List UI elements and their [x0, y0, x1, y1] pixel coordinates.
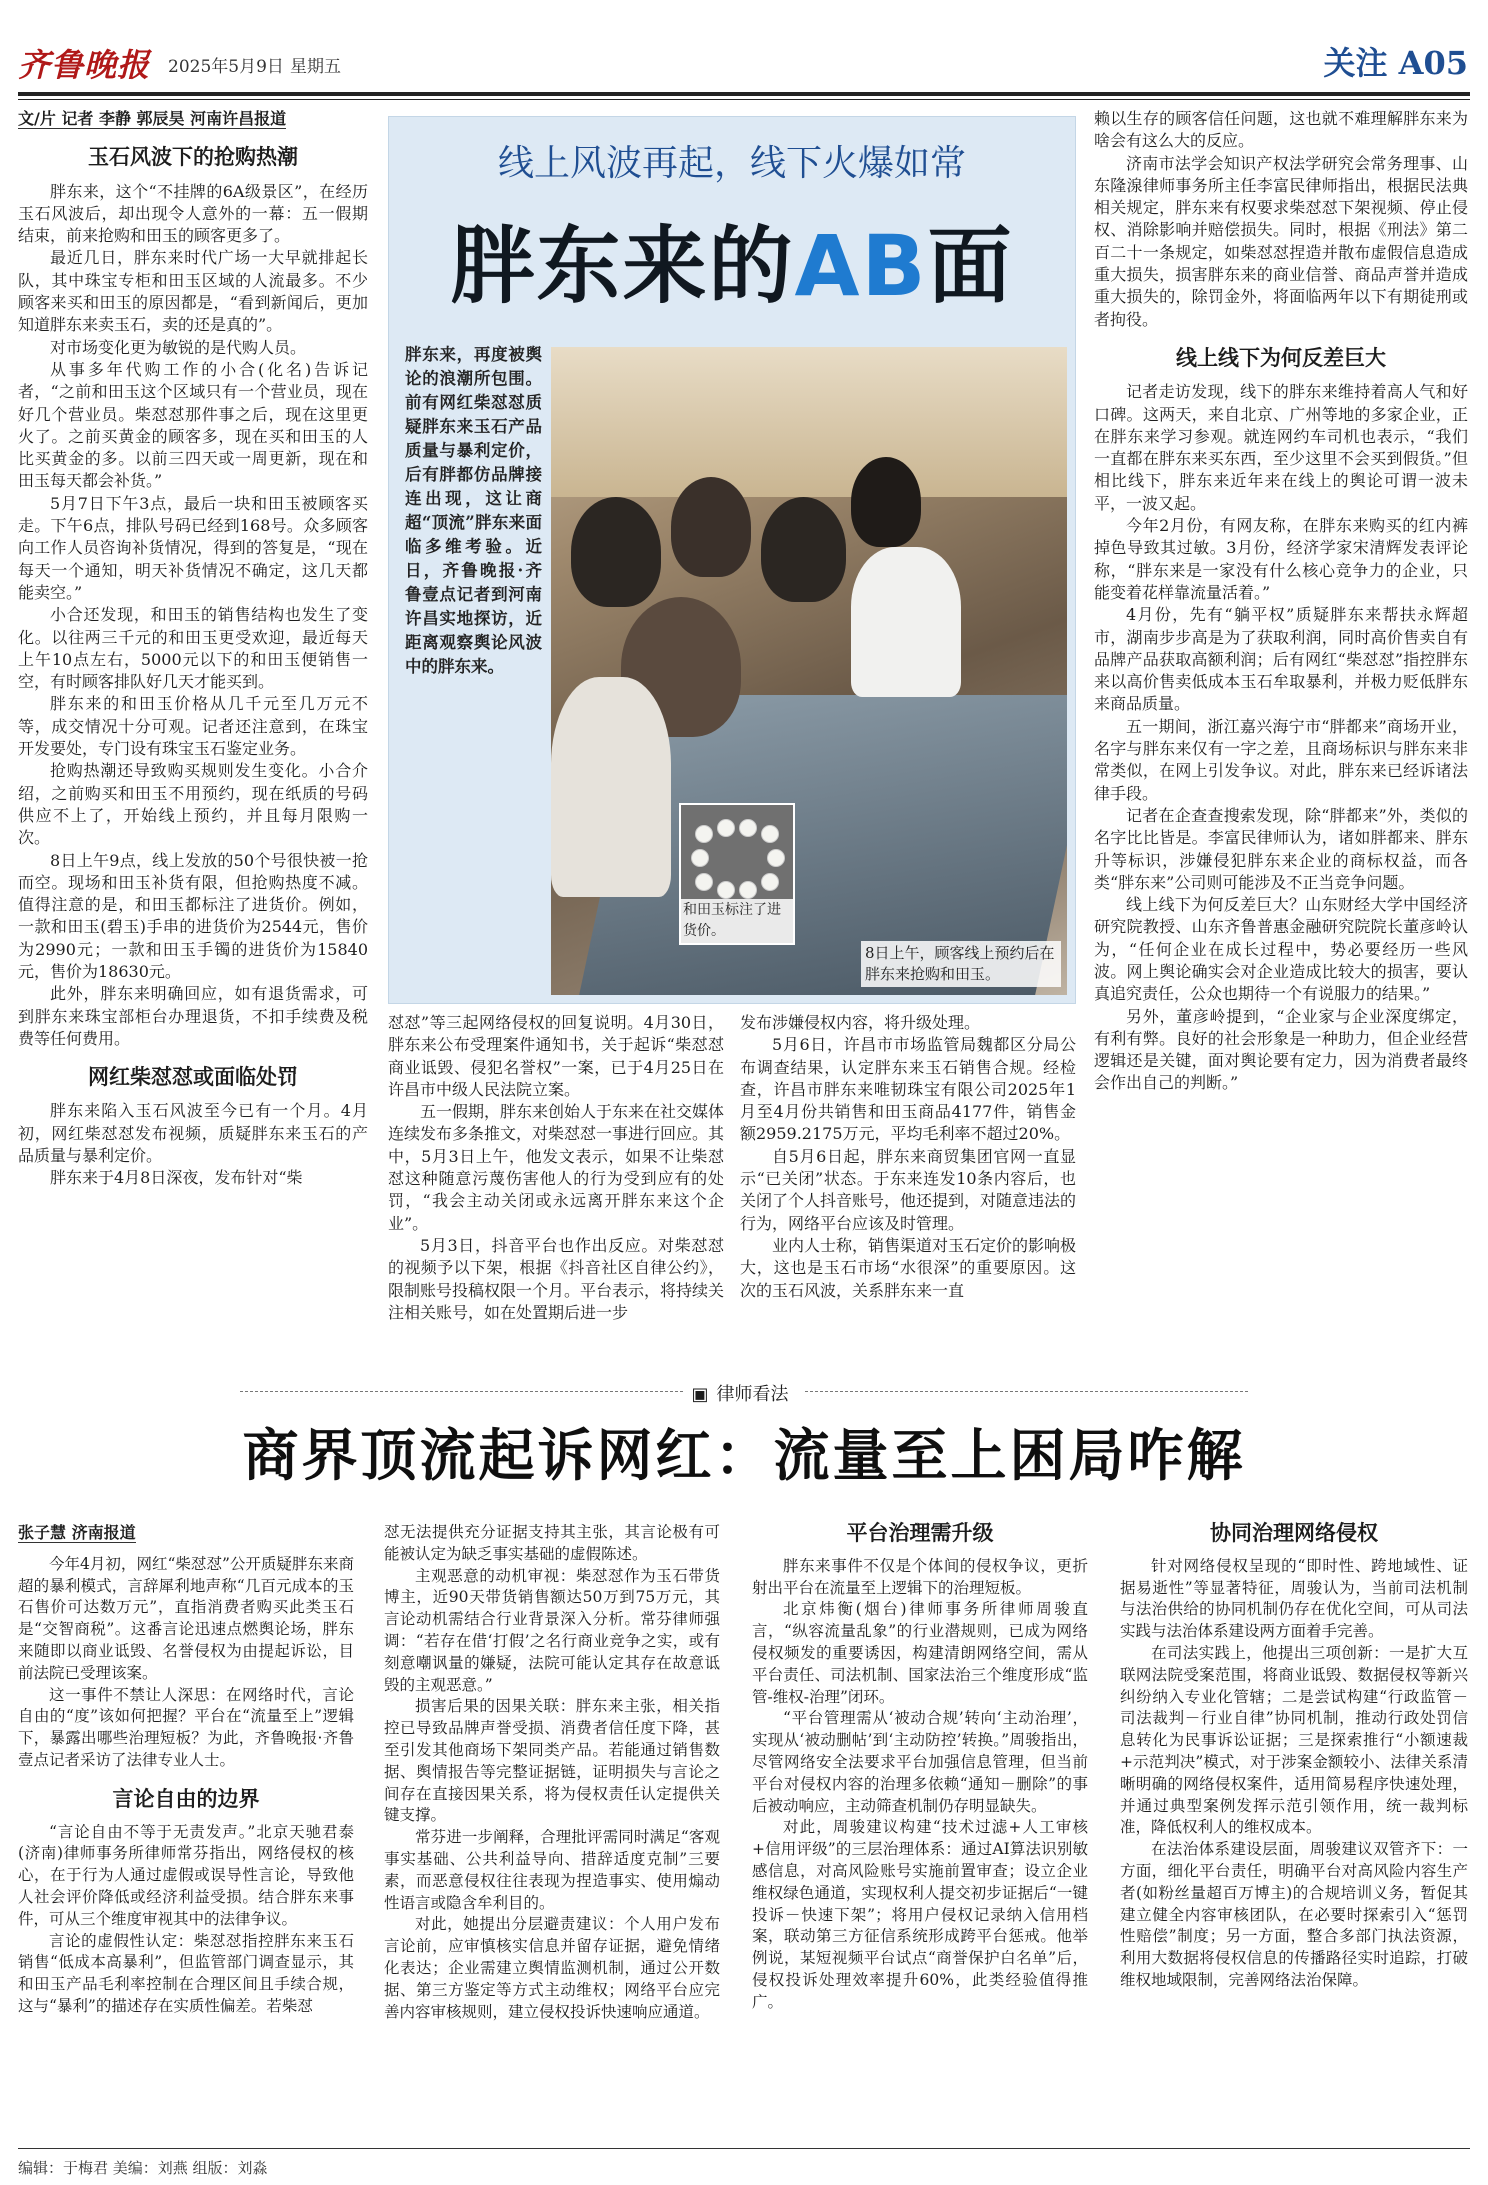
footer-credits: 编辑：于梅君 美编：刘燕 组版：刘淼: [18, 2159, 268, 2177]
paragraph: 言论的虚假性认定：柴怼怼指控胖东来玉石销售“低成本高暴利”，但监管部门调查显示，其和田玉产品毛利率控制在合理区间且手续合规，这与“暴利”的描述存在实质性偏差。若柴怼: [18, 1931, 354, 2015]
paragraph: 胖东来陷入玉石风波至今已有一个月。4月初，网红柴怼怼发布视频，质疑胖东来玉石的产品质量与暴利定价。: [18, 1101, 368, 1166]
paragraph: 8日上午9点，线上发放的50个号很快被一抢而空。现场和田玉补货有限，但抢购热度不减。值得注意的是，和田玉都标注了进货价。例如，一款和田玉(碧玉)手串的进货价为2544元，售价为2990元；一款和田玉手镯的进货价为15840元，售价为18630元。: [18, 850, 368, 981]
paragraph: 今年4月初，网红“柴怼怼”公开质疑胖东来商超的暴利模式，言辞犀利地声称“几百元成本的玉石售价可达数万元”，直指消费者购买此类玉石是“交智商税”。这番言论迅速点燃舆论场，胖东来随即以商业诋毁、名誉侵权为由提起诉讼，目前法院已受理该案。: [18, 1554, 354, 1682]
lower-byline: 张子慧 济南报道: [18, 1523, 136, 1542]
hero-title: 胖东来的AB面: [450, 216, 1014, 315]
paragraph: 在司法实践上，他提出三项创新：一是扩大互联网法院受案范围，将商业诋毁、数据侵权等新兴纠纷纳入专业化管辖；二是尝试构建“行政监管－司法裁判－行业自律”协同机制，推动行政处罚信息转化为民事诉讼证据；三是探索推行“小额速裁+示范判决”模式，对于涉案金额较小、法律关系清晰明确的网络侵权案件，适用简易程序快速处理，并通过典型案例发挥示范引领作用，统一裁判标准，降低权利人的维权成本。: [1120, 1643, 1468, 1837]
footer-rule: [18, 2148, 1470, 2149]
hero-lead-text: 胖东来，再度被舆论的浪潮所包围。前有网红柴怼怼质疑胖东来玉石产品质量与暴利定价，后有胖都仿品牌接连出现，这让商超“顶流”胖东来面临多维考验。近日，齐鲁晚报·齐鲁壹点记者到河南许昌实地探访，近距离观察舆论风波中的胖东来。: [405, 345, 542, 676]
top-byline: 文/片 记者 李静 郭辰昊 河南许昌报道: [18, 109, 287, 128]
lower-subhead-2: 平台治理需升级: [846, 1520, 994, 1545]
hero-subtitle: 线上风波再起，线下火爆如常: [497, 143, 966, 184]
paragraph: 针对网络侵权呈现的“即时性、跨地域性、证据易逝性”等显著特征，周骏认为，当前司法机制与法治供给的协同机制仍存在优化空间，可从司法实践与法治体系建设两方面着手完善。: [1120, 1556, 1468, 1641]
paragraph: 胖东来事件不仅是个体间的侵权争议，更折射出平台在流量至上逻辑下的治理短板。: [752, 1556, 1088, 1597]
column-4: [1094, 108, 1468, 1095]
lower-subhead-3: 协同治理网络侵权: [1210, 1520, 1378, 1545]
lower-headline: 商界顶流起诉网红：流量至上困局咋解: [242, 1423, 1246, 1489]
inset-caption: 和田玉标注了进货价。: [681, 899, 793, 943]
paragraph: 这一事件不禁让人深思：在网络时代，言论自由的“度”该如何把握？平台在“流量至上”逻辑下，暴露出哪些治理短板？为此，齐鲁晚报·齐鲁壹点记者采访了法律专业人士。: [18, 1685, 354, 1769]
paragraph: 对市场变化更为敏锐的是代购人员。: [50, 337, 307, 357]
header-rule: [18, 92, 1470, 96]
paragraph: 线上线下为何反差巨大？山东财经大学中国经济研究院教授、山东齐鲁普惠金融研究院院长董彦岭认为，“任何企业在成长过程中，势必要经历一些风波。网上舆论确实会对企业造成比较大的损害，要认真追究责任，公众也期待一个有说服力的结果。”: [1094, 895, 1468, 1004]
lower-column-3: [752, 1522, 1088, 2014]
news-photo: [551, 347, 1067, 995]
paragraph: 另外，董彦岭提到，“企业家与企业深度绑定，有利有弊。良好的社会形象是一种助力，但企业经营逻辑还是关键，面对舆论要有定力，因为消费者最终会作出自己的判断。”: [1094, 1006, 1468, 1093]
paragraph: 记者在企查查搜索发现，除“胖都来”外，类似的名字比比皆是。李富民律师认为，诸如胖都来、胖东升等标识，涉嫌侵犯胖东来企业的商标权益，而各类“胖东来”公司则可能涉及不正当竞争问题。: [1094, 805, 1468, 892]
paragraph: 发布涉嫌侵权内容，将升级处理。: [740, 1013, 981, 1032]
lower-column-1: [18, 1522, 354, 2018]
column-1: [18, 108, 368, 1190]
paragraph: 怼无法提供充分证据支持其主张，其言论极有可能被认定为缺乏事实基础的虚假陈述。: [384, 1523, 720, 1563]
paragraph: 胖东来，这个“不挂牌的6A级景区”，在经历玉石风波后，却出现令人意外的一幕：五一假期结束，前来抢购和田玉的顾客更多了。: [18, 181, 368, 246]
paragraph: 北京炜衡(烟台)律师事务所律师周骏直言，“纵容流量乱象”的行业潜规则，已成为网络侵权频发的重要诱因，构建清朗网络空间，需从平台责任、司法机制、国家法治三个维度形成“监管-维权-治理”闭环。: [752, 1600, 1088, 1706]
paragraph: 胖东来的和田玉价格从几千元至几万元不等，成交情况十分可观。记者还注意到，在珠宝开发要处，专门设有珠宝玉石鉴定业务。: [18, 694, 368, 759]
paragraph: 怼怼”等三起网络侵权的回复说明。4月30日，胖东来公布受理案件通知书，关于起诉“柴怼怼商业诋毁、侵犯名誉权”一案，已于4月25日在许昌市中级人民法院立案。: [388, 1013, 724, 1099]
paragraph: 损害后果的因果关联：胖东来主张，相关指控已导致品牌声誉受损、消费者信任度下降，甚至引发其他商场下架同类产品。若能通过销售数据、舆情报告等完整证据链，证明损失与言论之间存在直接因果关系，将为侵权责任认定提供关键支撑。: [384, 1697, 720, 1825]
header-rule-thin: [18, 99, 1470, 100]
subhead-2: 网红柴怼怼或面临处罚: [88, 1064, 298, 1090]
lower-column-4: [1120, 1522, 1468, 1992]
paragraph: 五一期间，浙江嘉兴海宁市“胖都来”商场开业，名字与胖东来仅有一字之差，且商场标识与胖东来非常类似，在网上引发争议。对此，胖东来已经诉诸法律手段。: [1094, 716, 1468, 803]
issue-weekday: 星期五: [290, 57, 341, 77]
photo-caption: 8日上午，顾客线上预约后在胖东来抢购和田玉。: [861, 941, 1061, 987]
paragraph: 最近几日，胖东来时代广场一大早就排起长队，其中珠宝专柜和田玉区域的人流最多。不少顾客来买和田玉的原因都是，“看到新闻后，更加知道胖东来卖玉石，卖的还是真的”。: [18, 248, 368, 335]
paragraph: 从事多年代购工作的小合(化名)告诉记者，“之前和田玉这个区域只有一个营业员，现在好几个营业员。柴怼怼那件事之后，现在这里更火了。之前买黄金的顾客多，现在买和田玉的人比买黄金的多。以前三四天或一周更新，现在和田玉每天都会补货。”: [18, 359, 368, 491]
paragraph: 济南市法学会知识产权法学研究会常务理事、山东隆湶律师事务所主任李富民律师指出，根据民法典相关规定，胖东来有权要求柴怼怼下架视频、停止侵权、消除影响并赔偿损失。同时，根据《刑法》第二百二十一条规定，如柴怼怼捏造并散布虚假信息造成重大损失，损害胖东来的商业信誉、商品声誉并造成重大损失的，除罚金外，将面临两年以下有期徒刑或者拘役。: [1094, 153, 1468, 329]
column-3: [740, 1012, 1076, 1302]
paragraph: 胖东来于4月8日深夜，发布针对“柴: [50, 1168, 303, 1188]
paragraph: “平台管理需从‘被动合规’转向‘主动治理’，实现从‘被动删帖’到‘主动防控’转换。”周骏指出，尽管网络安全法要求平台加强信息管理，但当前平台对侵权内容的治理多依赖“通知－删除”的事后被动响应，主动筛查机制仍存明显缺失。: [752, 1709, 1088, 1815]
subhead-1: 玉石风波下的抢购热潮: [88, 144, 298, 170]
paragraph: 五一假期，胖东来创始人于东来在社交媒体连续发布多条推文，对柴怼怼一事进行回应。其中，5月3日上午，他发文表示，如果不让柴怼怼这种随意污蔑伤害他人的行为受到应有的处罚，“我会主动关闭或永远离开胖东来这个企业”。: [388, 1102, 725, 1233]
paragraph: 4月份，先有“躺平权”质疑胖东来帮扶永辉超市，湖南步步高是为了获取利润，同时高价售卖自有品牌产品获取高额利润；后有网红“柴怼怼”指控胖东来以高价售卖低成本玉石牟取暴利，并极力贬低胖东来商品质量。: [1094, 605, 1468, 714]
paragraph: 常芬进一步阐释，合理批评需同时满足“客观事实基础、公共利益导向、措辞适度克制”三要素，而恶意侵权往往表现为捏造事实、使用煽动性语言或隐含牟利目的。: [384, 1828, 720, 1912]
paragraph: 业内人士称，销售渠道对玉石定价的影响极大，这也是玉石市场“水很深”的重要原因。这次的玉石风波，关系胖东来一直: [740, 1235, 1077, 1300]
paragraph: 赖以生存的顾客信任问题，这也就不难理解胖东来为啥会有这么大的反应。: [1094, 109, 1468, 151]
paragraph: 今年2月份，有网友称，在胖东来购买的红内裤掉色导致其过敏。3月份，经济学家宋清辉发表评论称，“胖东来是一家没有什么核心竞争力的企业，只能变着花样靠流量活着。”: [1094, 516, 1468, 602]
paragraph: 在法治体系建设层面，周骏建议双管齐下：一方面，细化平台责任，明确平台对高风险内容生产者(如粉丝量超百万博主)的合规培训义务，暂促其建立健全内容审核团队，在必要时探索引入“惩罚性赔偿”制度；另一方面，整合多部门执法资源，利用大数据将侵权信息的传播路径实时追踪，打破维权地域限制，完善网络法治保障。: [1120, 1840, 1468, 1989]
subhead-3: 线上线下为何反差巨大: [1176, 344, 1386, 370]
issue-date: 2025年5月9日: [168, 57, 284, 77]
lower-subhead-1: 言论自由的边界: [112, 1785, 260, 1811]
paragraph: “言论自由不等于无责发声。”北京天驰君泰(济南)律师事务所律师常芬指出，网络侵权的核心，在于行为人通过虚假或误导性言论，导致他人社会评价降低或经济利益受损。结合胖东来事件，可从三个维度审视其中的法律争议。: [18, 1822, 354, 1928]
page-section: 关注 A05: [1323, 44, 1468, 82]
paragraph: 5月7日下午3点，最后一块和田玉被顾客买走。下午6点，排队号码已经到168号。众多顾客向工作人员咨询补货情况，得到的答复是，“现在每天一个通知，明天补货情况不确定，这几天都能卖空。”: [18, 493, 368, 602]
paragraph: 抢购热潮还导致购买规则发生变化。小合介绍，之前购买和田玉不用预约，现在纸质的号码供应不上了，开始线上预约，并且每月限购一次。: [18, 761, 368, 848]
paragraph: 此外，胖东来明确回应，如有退货需求，可到胖东来珠宝部柜台办理退货，不扣手续费及税费等任何费用。: [18, 984, 368, 1048]
paragraph: 5月3日，抖音平台也作出反应。对柴怼怼的视频予以下架，根据《抖音社区自律公约》，限制账号投稿权限一个月。平台表示，将持续关注相关账号，如在处置期后进一步: [388, 1235, 725, 1322]
lower-column-2: [384, 1522, 720, 2023]
section-tag: ▣ 律师看法: [0, 1380, 1488, 1406]
newspaper-logo: 齐鲁晚报: [18, 46, 151, 84]
paragraph: 自5月6日起，胖东来商贸集团官网一直显示“已关闭”状态。于东来连发10条内容后，也关闭了个人抖音账号，他还提到，对随意违法的行为，网络平台应该及时管理。: [740, 1146, 1077, 1233]
paragraph: 小合还发现，和田玉的销售结构也发生了变化。以往两三千元的和田玉更受欢迎，最近每天上午10点左右，5000元以下的和田玉便销售一空，有时顾客排队好几天才能买到。: [18, 605, 368, 692]
feature-hero: [388, 116, 1076, 1004]
paragraph: 5月6日，许昌市市场监管局魏都区分局公布调查结果，认定胖东来玉石销售合规。经检查，许昌市胖东来唯韧珠宝有限公司2025年1月至4月份共销售和田玉商品4177件，销售金额2959.2175万元，平均毛利率不超过20%。: [740, 1035, 1076, 1144]
paragraph: 记者走访发现，线下的胖东来维持着高人气和好口碑。这两天，来自北京、广州等地的多家企业，正在胖东来学习参观。就连网约车司机也表示，“我们一直都在胖东来买东西，至少这里不会买到假货。”但相比线下，胖东来近年来在线上的舆论可谓一波未平，一波又起。: [1094, 382, 1468, 513]
column-2: [388, 1012, 724, 1324]
paragraph: 对此，周骏建议构建“技术过滤+人工审核+信用评级”的三层治理体系：通过AI算法识别敏感信息，对高风险账号实施前置审查；设立企业维权绿色通道，实现权利人提交初步证据后“一键投诉－快速下架”；将用户侵权记录纳入信用档案，联动第三方征信系统形成跨平台惩戒。他举例说，某短视频平台试点“商誉保护白名单”后，侵权投诉处理效率提升60%，此类经验值得推广。: [752, 1818, 1088, 2011]
paragraph: 对此，她提出分层避责建议：个人用户发布言论前，应审慎核实信息并留存证据，避免情绪化表达；企业需建立舆情监测机制，通过公开数据、第三方鉴定等方式主动维权；网络平台应完善内容审核规则，建立侵权投诉快速响应通道。: [384, 1915, 720, 2021]
paragraph: 主观恶意的动机审视：柴怼怼作为玉石带货博主，近90天带货销售额达50万到75万元，其言论动机需结合行业背景深入分析。常芬律师强调：“若存在借‘打假’之名行商业竞争之实，或有刻意嘲讽量的嫌疑，法院可能认定其存在故意诋毁的主观恶意。”: [384, 1566, 720, 1694]
inset-photo: [679, 803, 795, 945]
